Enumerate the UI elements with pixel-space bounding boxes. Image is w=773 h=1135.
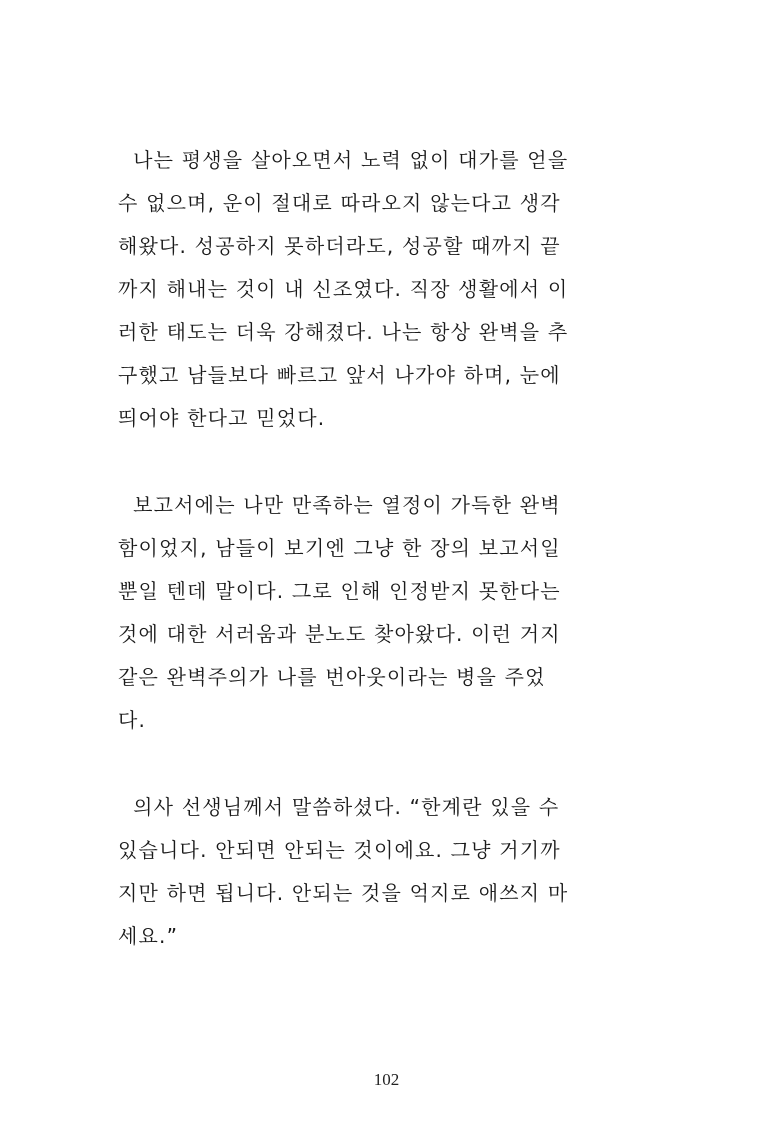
text-line: 세요.”: [118, 924, 179, 948]
text-line: 다.: [118, 708, 147, 732]
text-line: 같은 완벽주의가 나를 번아웃이라는 병을 주었: [118, 665, 546, 689]
text-line: 나는 평생을 살아오면서 노력 없이 대가를 얻을: [118, 148, 569, 172]
text-line: 의사 선생님께서 말씀하셨다. “한계란 있을 수: [118, 795, 560, 819]
text-line: 있습니다. 안되면 안되는 것이에요. 그냥 거기까: [118, 838, 561, 862]
page-number: 102: [373, 1070, 400, 1089]
text-line: 것에 대한 서러움과 분노도 찾아왔다. 이런 거지: [118, 622, 561, 646]
text-line: 구했고 남들보다 빠르고 앞서 나가야 하며, 눈에: [118, 363, 561, 387]
text-line: 뿐일 텐데 말이다. 그로 인해 인정받지 못한다는: [118, 579, 561, 603]
text-line: 해왔다. 성공하지 못하더라도, 성공할 때까지 끝: [118, 234, 561, 258]
text-line: 띄어야 한다고 믿었다.: [118, 406, 326, 430]
text-line: 지만 하면 됩니다. 안되는 것을 억지로 애쓰지 마: [118, 881, 569, 905]
text-line: 함이었지, 남들이 보기엔 그냥 한 장의 보고서일: [118, 536, 561, 560]
text-line: 까지 해내는 것이 내 신조였다. 직장 생활에서 이: [118, 277, 569, 301]
text-line: 보고서에는 나만 만족하는 열정이 가득한 완벽: [118, 493, 561, 517]
text-line: 러한 태도는 더욱 강해졌다. 나는 항상 완벽을 추: [118, 320, 569, 344]
text-line: 수 없으며, 운이 절대로 따라오지 않는다고 생각: [118, 191, 561, 215]
